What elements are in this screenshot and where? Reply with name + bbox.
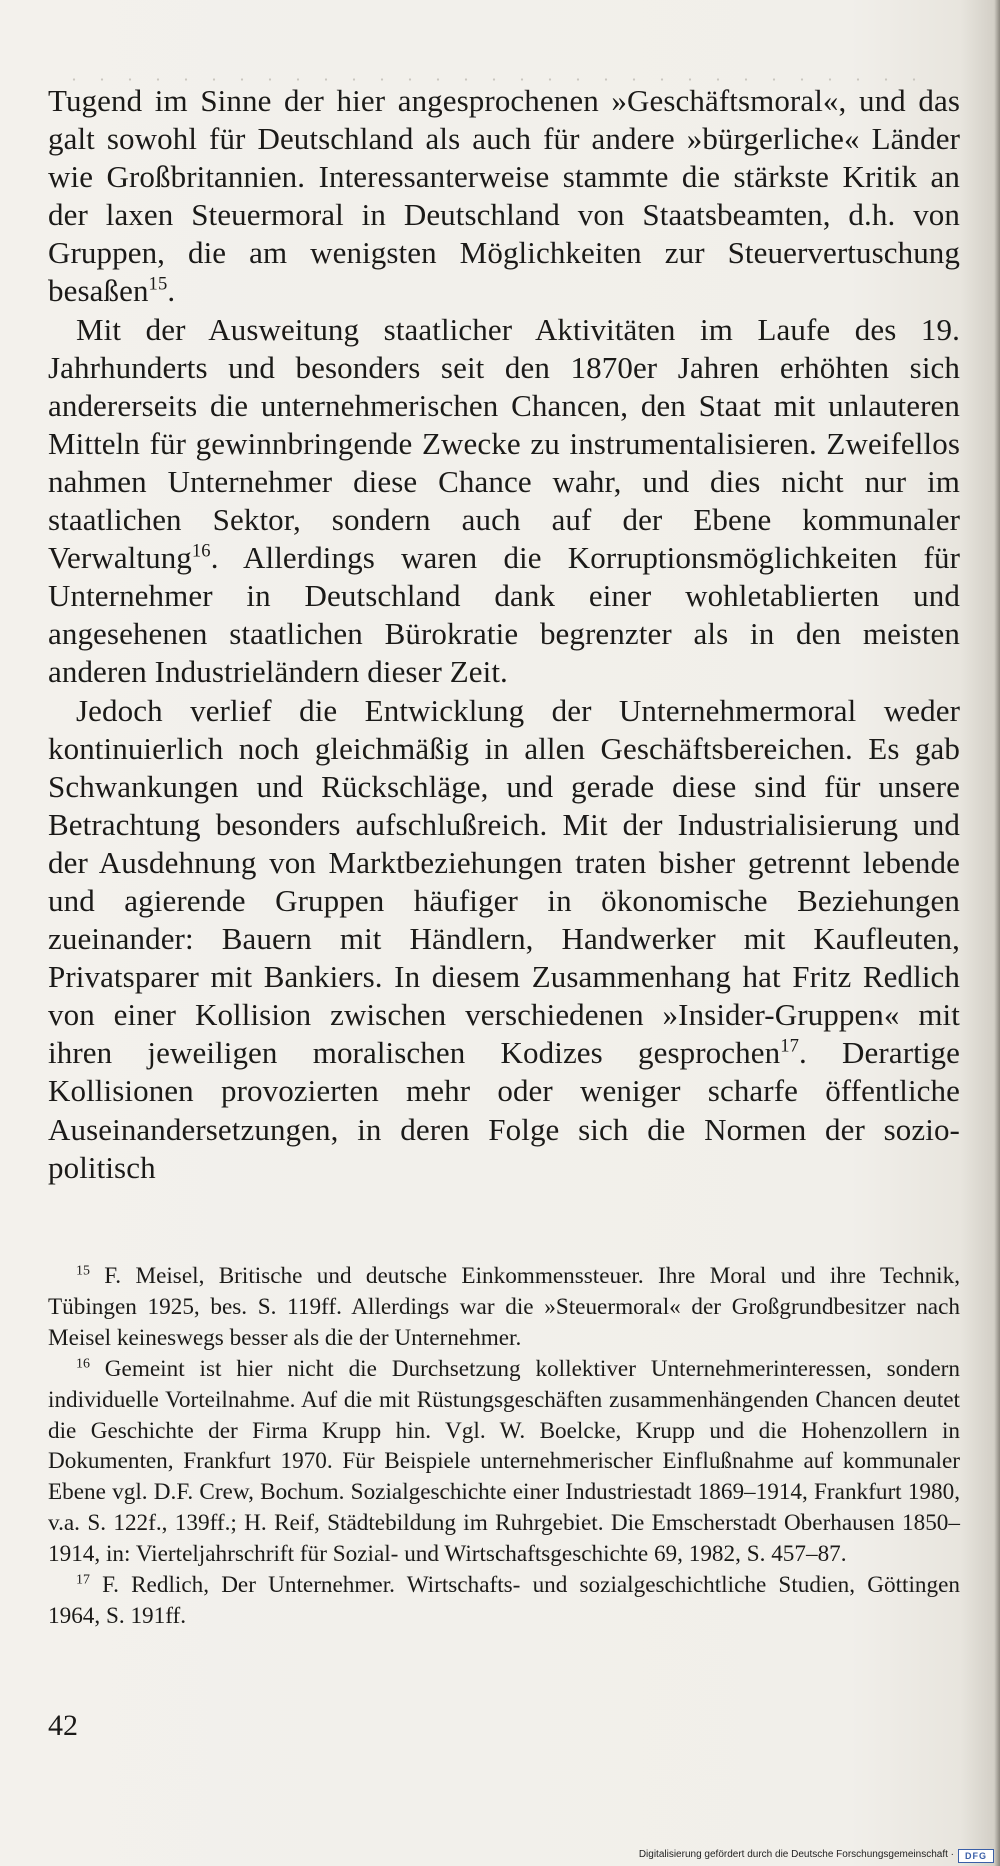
header-dotted-rule (60, 78, 930, 81)
footnote-16: $^{16}$ Gemeint ist hier nicht die Durchsetzung kollektiver Unternehmerinteressen, sondern individuelle Vorteilnahme. Auf die mit Rüstungsgeschäften zusammenhängenden Chancen deutet die Geschichte der Firma Krupp hin. Vgl. W. Boelcke, Krupp und die Hohenzollern in Dokumenten, Frankfurt 1970. Für Beispiele unternehmerischer Einflußnahme auf kommunaler Ebene vgl. D.F. Crew, Bochum. Sozialgeschichte einer Industriestadt 1869–1914, Frankfurt 1980, v.a. S. 122f., 139ff.; H. Reif, Städtebildung im Ruhrgebiet. Die Emscherstadt Oberhausen 1850–1914, in: Vierteljahrschrift für Sozial- und Wirtschaftsgeschichte 69, 1982, S. 457–87. (48, 1355, 960, 1568)
dfg-logo-icon: DFG (958, 1849, 994, 1863)
footnote-number: 16 (76, 1355, 90, 1371)
paragraph-3: Jedoch verlief die Entwicklung der Unternehmermoral weder kontinuierlich noch gleichmäßig in allen Geschäftsbereichen. Es gab Schwankungen und Rückschläge, und gerade diese sind für unsere Betrachtung besonders aufschlußreich. Mit der Industrialisierung und der Ausdehnung von Marktbeziehungen traten bisher getrennt lebende und agierende Gruppen häufiger in ökonomische Beziehungen zueinander: Bauern mit Händlern, Handwerker mit Kaufleuten, Privatsparer mit Bankiers. In diesem Zusammenhang hat Fritz Redlich von einer Kollision zwischen verschiedenen »Insider-Gruppen« mit ihren jeweiligen moralischen Kodizes gesprochen$^{17}$. Derartige Kollisionen provozierten mehr oder weniger scharfe öffentliche Auseinandersetzungen, in deren Folge sich die Normen der sozio-politisch (48, 692, 960, 1185)
paragraph-1: Tugend im Sinne der hier angesprochenen »Geschäftsmoral«, und das galt sowohl für Deutschland als auch für andere »bürgerliche« Länder wie Großbritannien. Interessanterweise stammte die stärkste Kritik an der laxen Steuermoral in Deutschland von Staatsbeamten, d.h. von Gruppen, die am wenigsten Möglichkeiten zur Steuervertuschung besaßen$^{15}$. (48, 83, 960, 309)
footnote-ref-17[interactable]: 17 (780, 1036, 799, 1058)
footnote-number: 15 (76, 1263, 90, 1279)
footnote-ref-16[interactable]: 16 (191, 540, 211, 562)
footnotes (48, 1261, 960, 1632)
footnote-ref-15[interactable]: 15 (148, 274, 168, 296)
footnote-17: $^{17}$ F. Redlich, Der Unternehmer. Wirtschafts- und sozialgeschichtliche Studien, Göttingen 1964, S. 191ff. (48, 1572, 960, 1629)
page-number: 42 (48, 1709, 78, 1742)
footnote-number: 17 (76, 1572, 90, 1588)
main-text (48, 82, 960, 1187)
page-edge-shadow (994, 0, 1000, 1866)
paragraph-2: Mit der Ausweitung staatlicher Aktivitäten im Laufe des 19. Jahrhunderts und besonders seit den 1870er Jahren erhöhten sich andererseits die unternehmerischen Chancen, den Staat mit unlauteren Mitteln für gewinnbringende Zwecke zu instrumentalisieren. Zweifellos nahmen Unternehmer diese Chance wahr, und dies nicht nur im staatlichen Sektor, sondern auch auf der Ebene kommunaler Verwaltung$^{16}$. Allerdings waren die Korruptionsmöglichkeiten für Unternehmer in Deutschland dank einer wohletablierten und angesehenen staatlichen Bürokratie begrenzter als in den meisten anderen Industrieländern dieser Zeit. (48, 311, 960, 690)
digitization-credit: Digitalisierung gefördert durch die Deutsche Forschungsgemeinschaft · (638, 1849, 954, 1860)
footnote-15: $^{15}$ F. Meisel, Britische und deutsche Einkommenssteuer. Ihre Moral und ihre Technik, Tübingen 1925, bes. S. 119ff. Allerdings war die »Steuermoral« der Großgrundbesitzer nach Meisel keineswegs besser als die der Unternehmer. (48, 1263, 960, 1351)
